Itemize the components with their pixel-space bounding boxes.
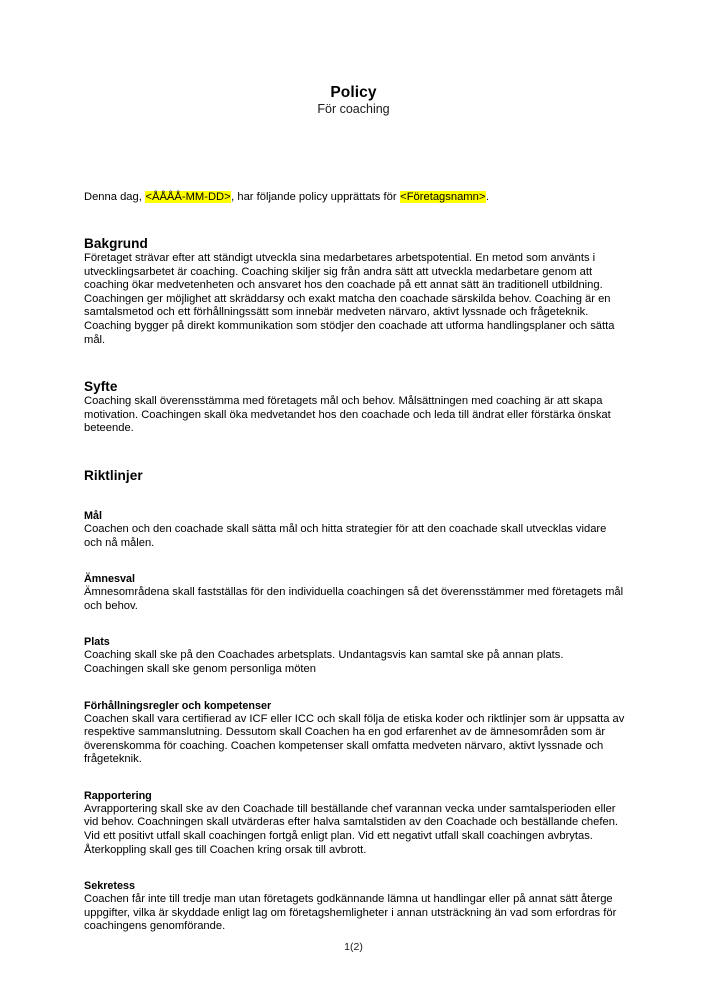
subsection-mal [84,510,626,550]
document-body [84,190,626,934]
section-heading-syfte: Syfte [84,379,118,395]
subsection-body-plats: Coaching skall ske på den Coachades arbetsplats. Undantagsvis kan samtal ske på annan plats. Coachingen skall ske genom personliga möten [84,649,564,675]
page-subtitle: För coaching [317,102,390,116]
subsection-heading-mal: Mål [84,509,102,522]
section-bakgrund [84,236,626,347]
subsection-heading-amnesval: Ämnesval [84,573,136,586]
subsection-body-rapportering: Avrapportering skall ske av den Coachade till beställande chef varannan vecka under samtalsperioden eller vid behov. Coachningen skall utvärderas efter halva samtalstiden av den Coachade och beställande chefen. Vid ett positivt utfall skall coachingen fortgå enligt plan. Vid ett negativt utfall skall coachingen avbrytas. Återkoppling skall ges till Coachen kring orsak till avbrott. [84,802,619,856]
subsection-body-amnesval: Ämnesområdena skall fastställas för den individuella coachingen så det överensstämmer med företagets mål och behov. [84,586,624,612]
document-header [0,84,707,117]
subsection-body-sekretess: Coachen får inte till tredje man utan företagets godkännande lämna ut handlingar eller på annat sätt återge uppgifter, vilka är skyddade enligt lag om företagshemligheter i annan utsträckning än vad som erfordras för coachingens genomförande. [84,893,617,933]
section-riktlinjer [84,468,626,934]
section-body-syfte: Coaching skall överensstämma med företagets mål och behov. Målsättningen med coaching är att skapa motivation. Coachingen skall öka medvetandet hos den coachade och leda till ändrat eller förstärka önskat beteende. [84,395,611,435]
subsection-plats [84,636,626,676]
page-title: Policy [330,84,377,101]
company-placeholder-highlight: <Företagsnamn> [400,191,486,203]
subsection-heading-forhallningsregler: Förhållningsregler och kompetenser [84,699,272,712]
intro-middle-text: , har följande policy upprättats för [231,191,400,203]
subsection-amnesval [84,573,626,613]
intro-lead-text: Denna dag, [84,191,145,203]
section-heading-bakgrund: Bakgrund [84,236,148,251]
date-placeholder-highlight: <ÅÅÅÅ-MM-DD> [145,191,231,203]
subsection-heading-sekretess: Sekretess [84,880,136,893]
page-footer: 1(2) [344,941,363,953]
section-body-bakgrund: Företaget strävar efter att ständigt utveckla sina medarbetares arbetspotential. En metod som använts i utvecklingsarbetet är coaching. Coaching skiljer sig från andra sätt att utveckla medarbetare genom att coaching ökar medvetenheten och ansvaret hos den coachade på ett annat sätt än traditionell utbildning. Coachingen ger möjlighet att skräddarsy och exakt matcha den coachade särskilda behov. Coaching är en samtalsmetod och ett förhållningssätt som innebär medveten närvaro, aktivt lyssnade och frågeteknik. Coaching bygger på direkt kommunikation som stödjer den coachade att utforma handlingsplaner och sätta mål. [84,252,615,346]
subsection-body-mal: Coachen och den coachade skall sätta mål och hitta strategier för att den coachade skall utvecklas vidare och nå målen. [84,522,607,549]
subsection-heading-plats: Plats [84,636,110,649]
subsection-sekretess [84,880,626,934]
section-heading-riktlinjer: Riktlinjer [84,467,143,483]
intro-end-text: . [485,191,489,203]
subsection-heading-rapportering: Rapportering [84,789,152,802]
intro-paragraph [84,190,626,204]
subsection-body-forhallningsregler: Coachen skall vara certifierad av ICF eller ICC och skall följa de etiska koder och riktlinjer som är uppsatta av respektive sammanslutning. Dessutom skall Coachen ha en god erfarenhet av de ämnesområden som är överenskomma för coaching. Coachen kompetenser skall omfatta medveten närvaro, aktivt lyssnade och frågeteknik. [84,712,625,766]
subsection-rapportering [84,790,626,857]
subsection-forhallningsregler [84,700,626,767]
section-syfte [84,379,626,436]
